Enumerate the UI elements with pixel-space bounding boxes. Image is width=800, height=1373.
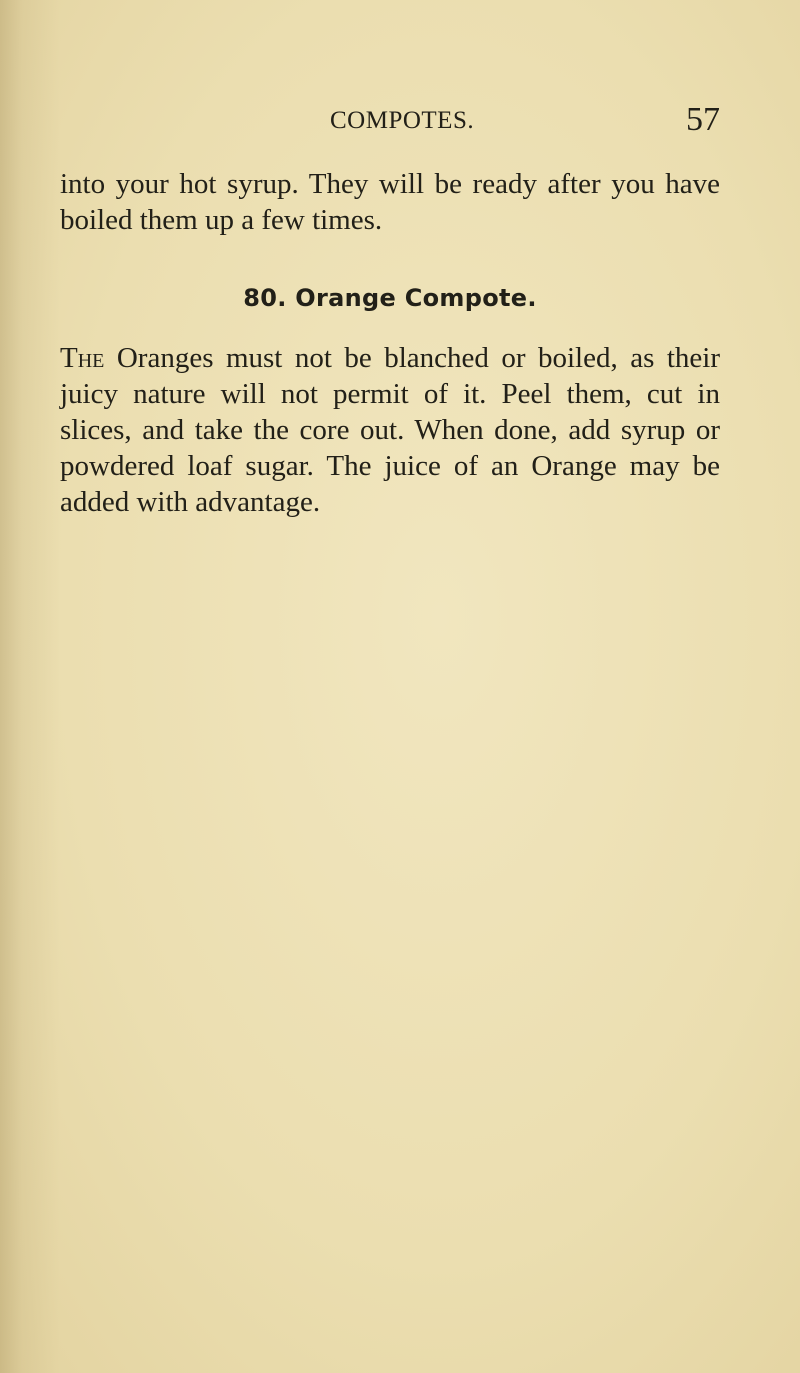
recipe-first-word: The [60,342,105,374]
running-head [60,101,720,145]
recipe-heading: 80. Orange Compote. [243,284,537,312]
page-number: 57 [686,101,720,138]
recipe-paragraph [60,340,720,520]
continuation-paragraph: into your hot syrup. They will be ready after you have boiled them up a few times. [60,168,720,236]
running-head-title: COMPOTES. [330,107,475,134]
recipe-text: Oranges must not be blanched or boiled, as their juicy nature will not permit of it. Peel them, cut in slices, and take the core out. When done, add syrup or powdered loaf sugar. The juice of an Orange may be added with advantage. [60,342,720,518]
